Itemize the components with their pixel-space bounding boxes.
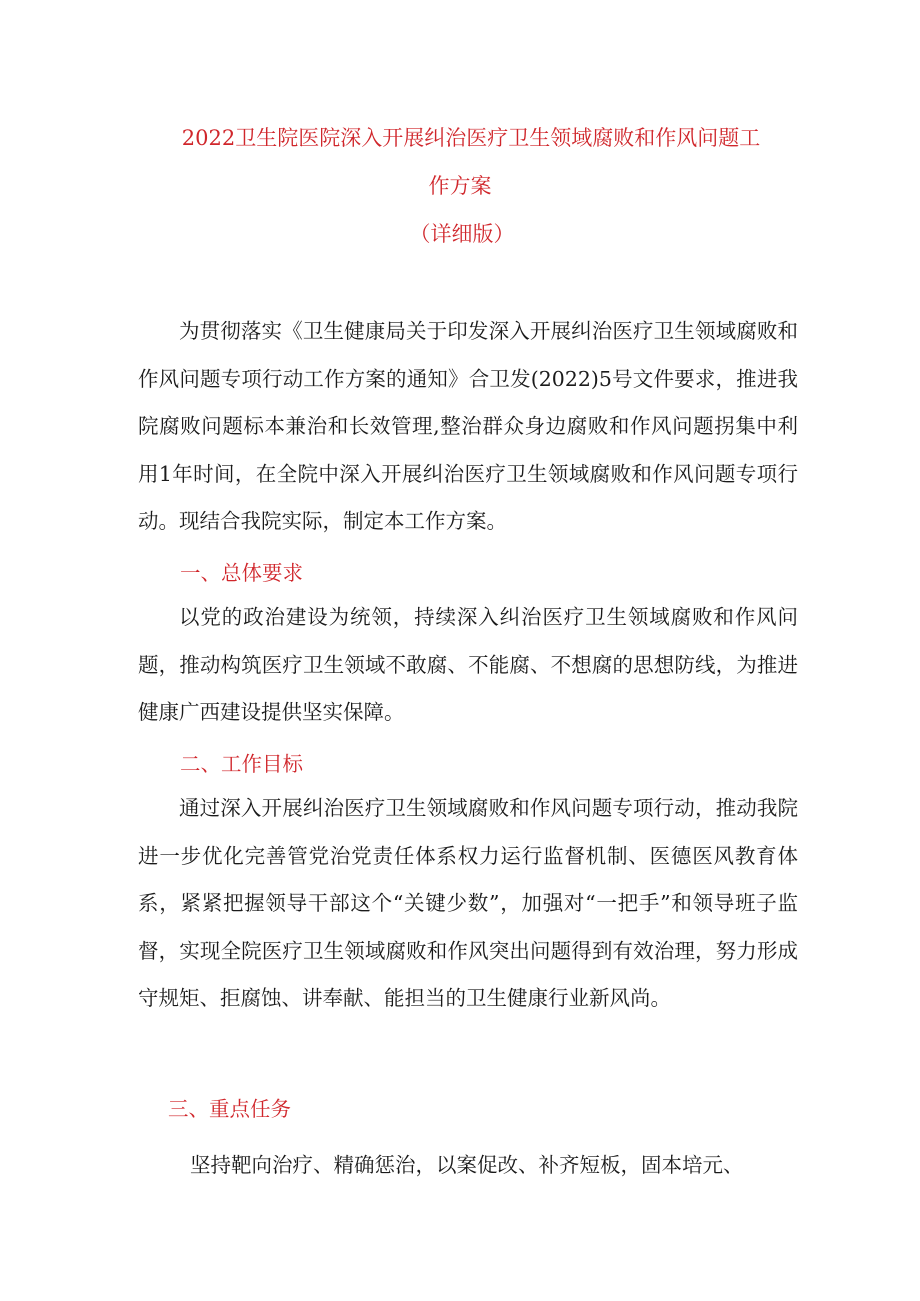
document-title-line-1: 2022卫生院医院深入开展纠治医疗卫生领域腐败和作风问题工 bbox=[181, 126, 761, 150]
document-subtitle: （详细版） bbox=[409, 222, 515, 246]
section-heading-key-tasks: 三、重点任务 bbox=[168, 1097, 291, 1121]
section-body-work-goals: 通过深入开展纠治医疗卫生领域腐败和作风问题专项行动，推动我院进一步优化完善管党治党责任体系权力运行监督机制、医德医风教育体系，紧紧把握领导干部这个“关键少数”，加强对“一把手”和领导班子监督，实现全院医疗卫生领域腐败和作风突出问题得到有效治理，努力形成守规矩、拒腐蚀、讲奉献、能担当的卫生健康行业新风尚。 bbox=[138, 796, 798, 1010]
section-heading-work-goals: 二、工作目标 bbox=[180, 752, 303, 776]
section-heading-overall-requirements: 一、总体要求 bbox=[180, 561, 303, 585]
intro-paragraph: 为贯彻落实《卫生健康局关于印发深入开展纠治医疗卫生领域腐败和作风问题专项行动工作方案的通知》合卫发(2022)5号文件要求，推进我院腐败问题标本兼治和长效管理,整治群众身边腐败和作风问题拐集中利用1年时间，在全院中深入开展纠治医疗卫生领域腐败和作风问题专项行动。现结合我院实际，制定本工作方案。 bbox=[138, 319, 798, 533]
section-body-key-tasks: 坚持靶向治疗、精确惩治，以案促改、补齐短板，固本培元、 bbox=[190, 1153, 744, 1177]
section-body-overall-requirements: 以党的政治建设为统领，持续深入纠治医疗卫生领域腐败和作风问题，推动构筑医疗卫生领域不敢腐、不能腐、不想腐的思想防线，为推进健康广西建设提供坚实保障。 bbox=[138, 605, 798, 724]
document-title-line-2: 作方案 bbox=[428, 174, 492, 198]
